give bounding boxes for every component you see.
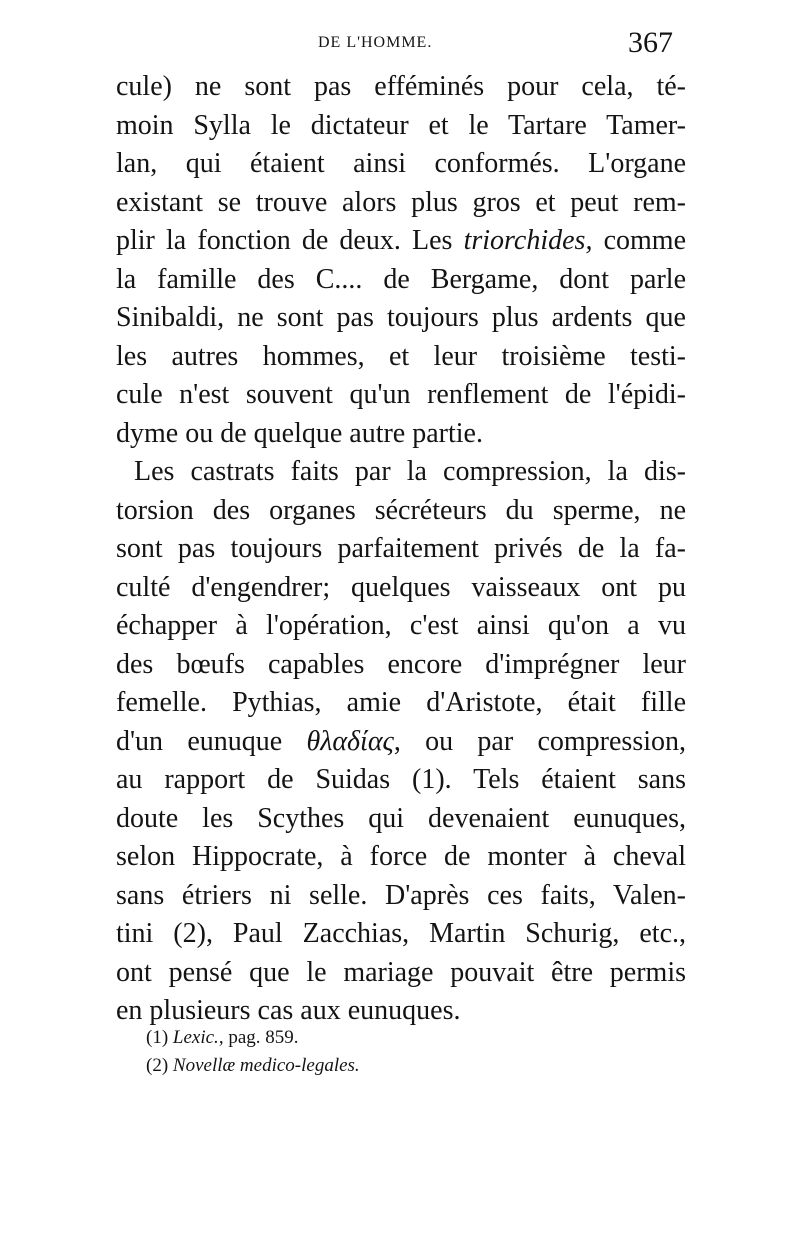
footnote [146,1024,566,1052]
text-line: sans étriers ni selle. D'après ces faits, Valen- [116,879,686,911]
footnote-mark: (2) [146,1055,173,1076]
text-line: torsion des organes sécréteurs du sperme, ne [116,494,686,526]
text-line [116,723,686,762]
body-text [116,68,686,1031]
text-line: dyme ou de quelque autre partie. [116,417,483,449]
text-line: ont pensé que le mariage pouvait être permis [116,956,686,988]
footnote-source: Lexic. [172,1027,219,1048]
text-line: cule n'est souvent qu'un renflement de l'épidi- [116,379,686,410]
running-title: DE L'HOMME. [318,34,433,51]
text-line: doute les Scythes qui devenaient eunuques, [116,802,686,834]
text-fragment: , ou par compression, [393,725,686,757]
text-line: la famille des C.... de Bergame, dont parle [116,263,686,295]
text-line: échapper à l'opération, c'est ainsi qu'on a vu [116,610,686,641]
footnote-source: Novellæ medico-legales. [172,1055,360,1076]
text-line: culté d'engendrer; quelques vaisseaux ont pu [116,571,686,603]
text-line: des bœufs capables encore d'imprégner leur [116,648,686,680]
text-line: les autres hommes, et leur troisième testi- [116,340,686,372]
text-fragment: d'un eunuque [116,725,307,757]
text-line: existant se trouve alors plus gros et peut rem- [116,186,686,218]
text-line: sont pas toujours parfaitement privés de la fa- [116,533,686,564]
text-line: selon Hippocrate, à force de monter à cheval [116,841,686,872]
italic-term: triorchides, [463,225,593,256]
text-line: Les castrats faits par la compression, la dis- [134,456,686,487]
footnotes [146,1024,566,1080]
footnote-mark: (1) [146,1027,173,1048]
text-line: Sinibaldi, ne sont pas toujours plus ardents que [116,302,686,333]
text-line: femelle. Pythias, amie d'Aristote, était fille [116,687,686,718]
page-number: 367 [628,26,673,59]
text-fragment: plir la fonction de deux. Les [116,225,464,256]
text-fragment: comme [592,225,687,256]
greek-word: θλαδίας [306,725,394,757]
text-line: tini (2), Paul Zacchias, Martin Schurig, etc., [116,918,686,949]
text-line [116,222,686,261]
text-line: en plusieurs cas aux eunuques. [116,995,461,1026]
text-line: au rapport de Suidas (1). Tels étaient sans [116,764,686,795]
footnote [146,1052,566,1080]
text-line: cule) ne sont pas efféminés pour cela, té- [116,71,686,102]
footnote-text: , pag. 859. [218,1027,299,1048]
text-line: moin Sylla le dictateur et le Tartare Tamer- [116,109,686,141]
text-line: lan, qui étaient ainsi conformés. L'organe [116,148,686,179]
